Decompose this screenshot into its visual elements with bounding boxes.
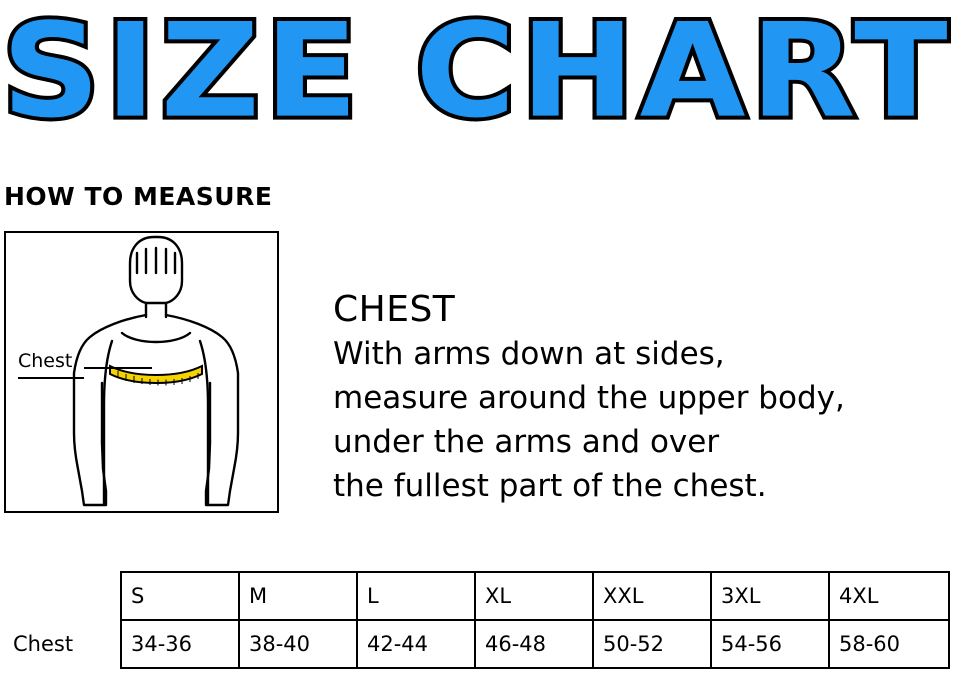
table-cell-chest: 42-44 bbox=[357, 620, 475, 668]
table-cell-chest: 50-52 bbox=[593, 620, 711, 668]
page-title: SIZE CHART bbox=[1, 0, 953, 148]
description-heading: CHEST bbox=[333, 289, 456, 330]
figure-chest-leader-line bbox=[84, 367, 152, 369]
table-header-size: 4XL bbox=[829, 572, 949, 620]
description-line: measure around the upper body, bbox=[333, 380, 845, 416]
measurement-description bbox=[333, 288, 943, 508]
table-cell-chest: 34-36 bbox=[121, 620, 239, 668]
table-header-size: S bbox=[121, 572, 239, 620]
description-line: the fullest part of the chest. bbox=[333, 468, 767, 504]
description-body bbox=[333, 332, 943, 508]
measurement-figure-box bbox=[4, 231, 279, 513]
how-to-measure-heading: HOW TO MEASURE bbox=[4, 182, 273, 211]
table-cell-chest: 46-48 bbox=[475, 620, 593, 668]
table-corner-cell bbox=[4, 572, 121, 620]
table-header-row bbox=[4, 572, 949, 620]
table-header-size: 3XL bbox=[711, 572, 829, 620]
description-line: under the arms and over bbox=[333, 424, 720, 460]
table-cell-chest: 54-56 bbox=[711, 620, 829, 668]
table-cell-chest: 58-60 bbox=[829, 620, 949, 668]
size-table bbox=[4, 571, 950, 669]
table-header-size: XL bbox=[475, 572, 593, 620]
description-line: With arms down at sides, bbox=[333, 336, 725, 372]
table-header-size: M bbox=[239, 572, 357, 620]
figure-chest-label: Chest bbox=[18, 350, 73, 372]
table-row-label: Chest bbox=[4, 620, 121, 668]
table-header-size: L bbox=[357, 572, 475, 620]
table-cell-chest: 38-40 bbox=[239, 620, 357, 668]
table-row bbox=[4, 620, 949, 668]
page-title-banner bbox=[0, 0, 954, 146]
torso-figure-icon bbox=[6, 233, 277, 511]
figure-chest-label-underline bbox=[18, 377, 84, 379]
table-header-size: XXL bbox=[593, 572, 711, 620]
